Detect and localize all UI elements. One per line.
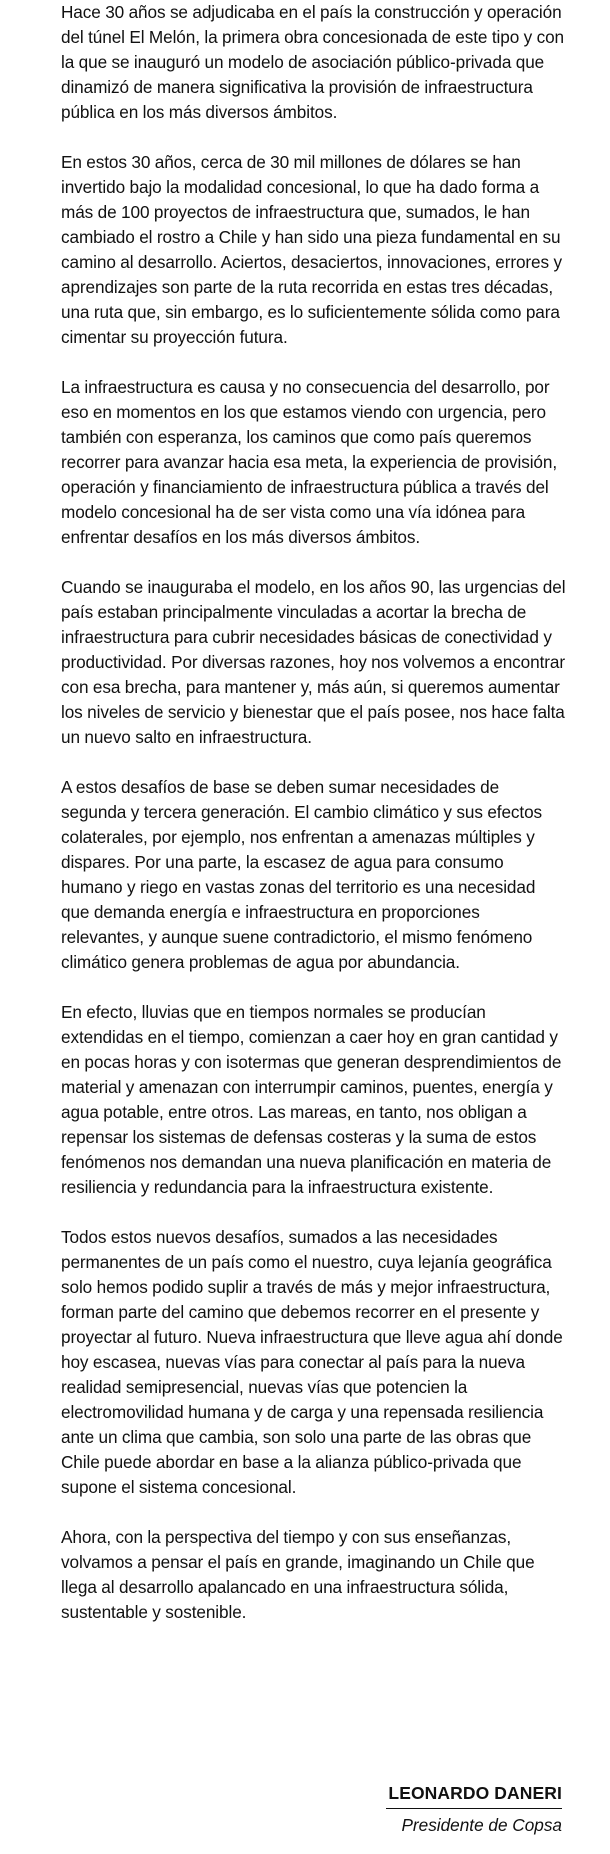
paragraph-8: Ahora, con la perspectiva del tiempo y con sus enseñanzas, volvamos a pensar el país en grande, imaginando un Chile que llega al desarrollo apalancado en una infraestructura sólida, sustentable y sostenible. (61, 1527, 535, 1622)
paragraph-3: La infraestructura es causa y no consecuencia del desarrollo, por eso en momentos en los que estamos viendo con urgencia, pero también con esperanza, los caminos que como país queremos recorrer para avanzar hacia esa meta, la experiencia de provisión, operación y financiamiento de infraestructura pública a través del modelo concesional ha de ser vista como una vía idónea para enfrentar desafíos en los más diversos ámbitos. (61, 377, 558, 547)
signature-block (386, 1783, 562, 1836)
paragraph-5: A estos desafíos de base se deben sumar necesidades de segunda y tercera generación. El cambio climático y sus efectos colaterales, por ejemplo, nos enfrentan a amenazas múltiples y dispares. Por una parte, la escasez de agua para consumo humano y riego en vastas zonas del territorio es una necesidad que demanda energía e infraestructura en proporciones relevantes, y aunque suene contradictorio, el mismo fenómeno climático genera problemas de agua por abundancia. (61, 777, 543, 972)
paragraph-4: Cuando se inauguraba el modelo, en los años 90, las urgencias del país estaban principalmente vinculadas a acortar la brecha de infraestructura para cubrir necesidades básicas de conectividad y productividad. Por diversas razones, hoy nos volvemos a encontrar con esa brecha, para mantener y, más aún, si queremos aumentar los niveles de servicio y bienestar que el país posee, nos hace falta un nuevo salto en infraestructura. (61, 577, 566, 747)
paragraph-7: Todos estos nuevos desafíos, sumados a las necesidades permanentes de un país como el nuestro, cuya lejanía geográfica solo hemos podido suplir a través de más y mejor infraestructura, forman parte del camino que debemos recorrer en el presente y proyectar al futuro. Nueva infraestructura que lleve agua ahí donde hoy escasea, nuevas vías para conectar al país para la nueva realidad semipresencial, nuevas vías que potencien la electromovilidad humana y de carga y una repensada resiliencia ante un clima que cambia, son solo una parte de las obras que Chile puede abordar en base a la alianza público-privada que supone el sistema concesional. (61, 1227, 563, 1497)
author-role: Presidente de Copsa (401, 1815, 562, 1835)
paragraph-6: En efecto, lluvias que en tiempos normales se producían extendidas en el tiempo, comienzan a caer hoy en gran cantidad y en pocas horas y con isotermas que generan desprendimientos de material y amenazan con interrumpir caminos, puentes, energía y agua potable, entre otros. Las mareas, en tanto, nos obligan a repensar los sistemas de defensas costeras y la suma de estos fenómenos nos demandan una nueva planificación en materia de resiliencia y redundancia para la infraestructura existente. (61, 1002, 562, 1197)
article-body (61, 0, 567, 1650)
paragraph-1: Hace 30 años se adjudicaba en el país la construcción y operación del túnel El Melón, la primera obra concesionada de este tipo y con la que se inauguró un modelo de asociación público-privada que dinamizó de manera significativa la provisión de infraestructura pública en los más diversos ámbitos. (61, 2, 565, 122)
author-name: LEONARDO DANERI (386, 1783, 562, 1809)
paragraph-2: En estos 30 años, cerca de 30 mil millones de dólares se han invertido bajo la modalidad concesional, lo que ha dado forma a más de 100 proyectos de infraestructura que, sumados, le han cambiado el rostro a Chile y han sido una pieza fundamental en su camino al desarrollo. Aciertos, desaciertos, innovaciones, errores y aprendizajes son parte de la ruta recorrida en estas tres décadas, una ruta que, sin embargo, es lo suficientemente sólida como para cimentar su proyección futura. (61, 152, 562, 347)
